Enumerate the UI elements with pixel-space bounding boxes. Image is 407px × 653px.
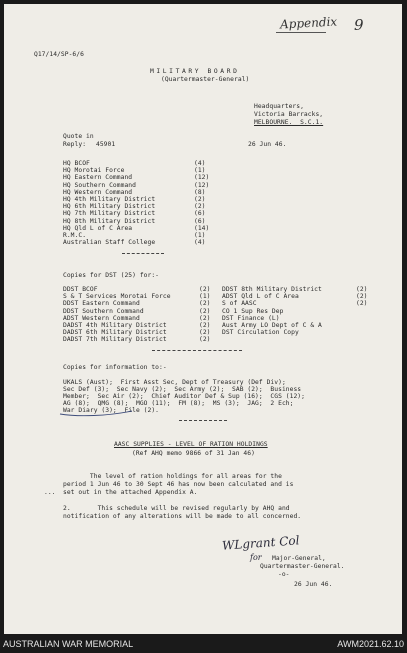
list-item-quantity: (1) [194, 167, 206, 175]
list-item-quantity: (12) [194, 174, 210, 182]
info-line-1: UKALS (Aust); First Asst Sec, Dept of Treasury (Def Div); [63, 379, 286, 386]
info-line-4: AG (8); QMG (8); MGO (11); FM (8); MS (3); JAG; 2 Ech; [63, 400, 294, 407]
signature-mark: -o- [278, 571, 290, 578]
signature-date: 26 Jun 46. [294, 581, 333, 588]
list-item-name: S of AASC [222, 300, 257, 308]
list-item-name: HQ Western Command [63, 188, 133, 196]
para1-line-2: period 1 Jun 46 to 30 Sept 46 has now been calculated and is [63, 481, 294, 488]
info-line-5: War Diary (3); File (2). [63, 407, 160, 414]
list-item [63, 286, 213, 293]
subject-reference: (Ref AHQ memo 9866 of 31 Jan 46) [132, 450, 255, 457]
list-item [63, 203, 213, 210]
footer-bar [0, 634, 407, 653]
list-item-quantity: (6) [194, 210, 206, 218]
list-item [63, 182, 213, 189]
footer-institution: AUSTRALIAN WAR MEMORIAL [3, 639, 134, 649]
list-item [63, 322, 213, 329]
file-reference: Q17/14/SP-6/6 [34, 51, 84, 58]
list-item [63, 225, 213, 232]
list-item-quantity: (1) [199, 293, 211, 301]
info-heading: Copies for information to:- [63, 364, 167, 371]
list-item-name: Aust Army LO Dept of C & A [222, 321, 322, 329]
list-item-name: DDST Eastern Command [63, 300, 140, 308]
list-item [222, 329, 370, 336]
list-item [63, 336, 213, 343]
list-item-name: CO 1 Sup Res Dep [222, 307, 284, 315]
list-item-quantity: (6) [194, 217, 206, 225]
list-item-quantity: (2) [194, 203, 206, 211]
dst-heading: Copies for DST (25) for:- [63, 272, 160, 279]
list-item-quantity: (2) [199, 329, 211, 337]
list-item-quantity: (2) [356, 300, 368, 308]
list-item-name: DADST 4th Military District [63, 321, 167, 329]
page-number: 9 [354, 16, 364, 34]
list-item-quantity: (12) [194, 181, 210, 189]
para-dots: ... [44, 489, 56, 496]
list-item-quantity: (2) [199, 300, 211, 308]
list-item [63, 210, 213, 217]
list-item [222, 315, 370, 322]
list-item-quantity: (2) [356, 286, 368, 293]
list-item-quantity: (2) [356, 293, 368, 301]
list-item-quantity: (2) [199, 307, 211, 315]
list-item-name: DDST 8th Military District [222, 286, 322, 293]
info-line-2: Sec Def (3); Sec Navy (2); Sec Army (2); SAB (2); Business [63, 386, 302, 393]
list-item [63, 232, 213, 239]
reply-label: Reply: [63, 141, 87, 148]
signature: WLgrant Col [221, 533, 300, 553]
list-item-quantity: (1) [194, 231, 206, 239]
list-item-name: DST Finance (L) [222, 314, 280, 322]
quote-number: 45901 [96, 141, 116, 148]
list-item-name: HQ 8th Military District [63, 217, 156, 225]
signature-for: for [250, 553, 262, 562]
list-item [63, 293, 213, 300]
list-item-name: ADST Western Command [63, 314, 140, 322]
document-page [4, 4, 402, 634]
list-item [63, 308, 213, 315]
list-item-name: DDST BCOF [63, 286, 98, 293]
list-item-name: R.M.C. [63, 231, 87, 239]
list-item [63, 189, 213, 196]
list-item [63, 218, 213, 225]
list-item-name: HQ Qld L of C Area [63, 224, 133, 232]
para1-line-3: set out in the attached Appendix A. [63, 489, 198, 496]
address-line-1: Headquarters, [254, 103, 304, 110]
board-subtitle: (Quartermaster-General) [161, 76, 250, 83]
list-item [222, 286, 370, 293]
list-item-name: HQ 7th Military District [63, 210, 156, 218]
handwritten-underline [58, 402, 134, 418]
divider [122, 253, 164, 254]
list-item [63, 167, 213, 174]
list-item-quantity: (4) [194, 239, 206, 247]
list-item-name: S & T Services Morotai Force [63, 293, 171, 301]
list-item-name: HQ Eastern Command [63, 174, 133, 182]
list-item-name: HQ 6th Military District [63, 203, 156, 211]
list-item [222, 293, 370, 300]
list-item-name: HQ 4th Military District [63, 195, 156, 203]
list-item [63, 196, 213, 203]
info-line-3: Member; Sec Air (2); Chief Auditor Def & Sup (16); CGS (12); [63, 393, 305, 400]
handwritten-annotation: Appendix [279, 14, 338, 32]
dst-list-right [222, 286, 370, 336]
annotation-underline [276, 32, 326, 33]
para2-line-2: notification of any alterations will be made to all concerned. [63, 513, 302, 520]
signatory-title: Major-General, [272, 555, 326, 562]
address-line-2: Victoria Barracks, [254, 111, 324, 118]
list-item-name: HQ Morotai Force [63, 167, 125, 175]
divider [152, 350, 242, 351]
address-line-3: MELBOURNE. S.C.1. [254, 119, 324, 126]
distribution-list [63, 160, 213, 246]
quote-label: Quote in [63, 133, 94, 140]
list-item-quantity: (2) [199, 336, 211, 344]
list-item [63, 160, 213, 167]
footer-accession-number: AWM2021.62.10 [337, 639, 404, 649]
list-item [222, 322, 370, 329]
list-item [63, 174, 213, 181]
list-item [222, 300, 370, 307]
list-item-name: HQ BCOF [63, 160, 90, 167]
list-item [63, 329, 213, 336]
divider [179, 420, 227, 421]
list-item-quantity: (2) [194, 195, 206, 203]
signatory-office: Quartermaster-General. [260, 563, 345, 570]
dst-list-left [63, 286, 213, 344]
letter-date: 26 Jun 46. [248, 141, 287, 148]
list-item [63, 239, 213, 246]
list-item-name: DDST Southern Command [63, 307, 144, 315]
list-item [63, 300, 213, 307]
list-item-quantity: (2) [199, 314, 211, 322]
list-item-name: ADST Qld L of C Area [222, 293, 299, 301]
list-item-quantity: (2) [199, 321, 211, 329]
list-item-quantity: (8) [194, 188, 206, 196]
list-item-quantity: (14) [194, 224, 210, 232]
list-item-name: DADST 6th Military District [63, 329, 167, 337]
list-item-quantity: (4) [194, 160, 206, 167]
list-item-name: DST Circulation Copy [222, 329, 299, 337]
para2-line-1: 2. This schedule will be revised regularly by AHQ and [63, 505, 290, 512]
list-item-name: HQ Southern Command [63, 181, 136, 189]
list-item [222, 308, 370, 315]
list-item-name: DADST 7th Military District [63, 336, 167, 344]
subject-title: AASC SUPPLIES - LEVEL OF RATION HOLDINGS [114, 441, 268, 448]
list-item-quantity: (2) [199, 286, 211, 293]
list-item [63, 315, 213, 322]
list-item-name: Australian Staff College [63, 239, 156, 247]
board-title: MILITARY BOARD [150, 68, 240, 75]
para1-line-1: The level of ration holdings for all areas for the [63, 473, 282, 480]
